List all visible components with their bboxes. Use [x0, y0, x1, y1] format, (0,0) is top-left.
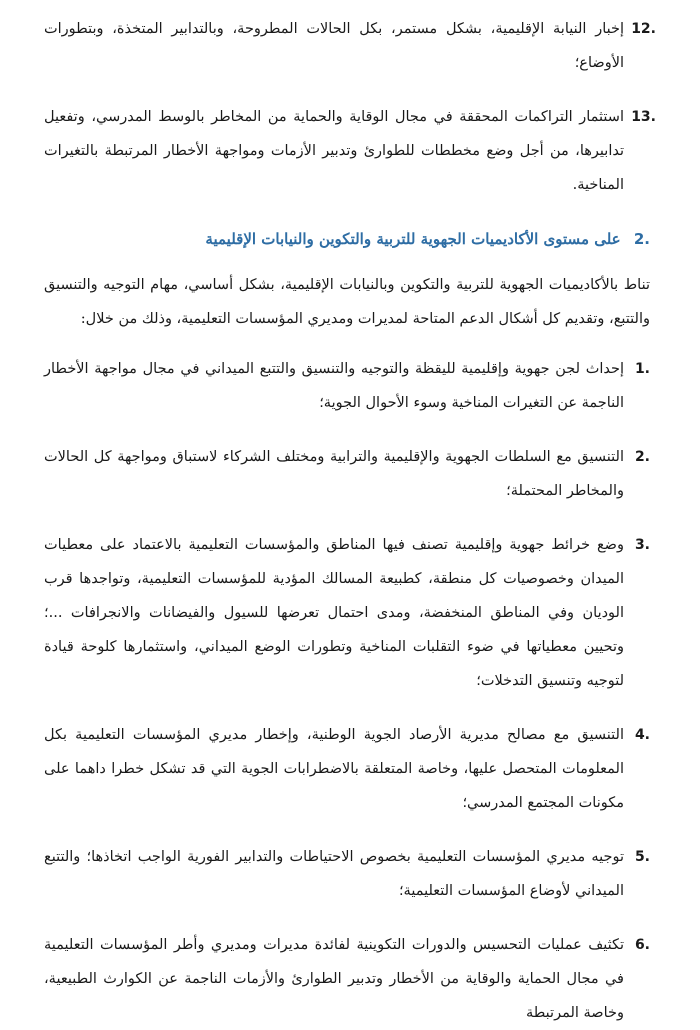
spacer [44, 336, 650, 352]
list-item-text: التنسيق مع السلطات الجهوية والإقليمية والترابية ومختلف الشركاء لاستباق ومواجهة كل الحالات والمخاطر المحتملة؛ [44, 449, 624, 499]
list-item-12 [44, 12, 656, 80]
list-item-text: التنسيق مع مصالح مديرية الأرصاد الجوية الوطنية، وإخطار مديري المؤسسات التعليمية بكل المعلومات المتحصل عليها، وخاصة المتعلقة بالاضطرابات الجوية التي قد تشكل خطرا داهما على مكونات المجتمع المدرسي؛ [44, 727, 624, 811]
list-item-number: 13. [631, 109, 656, 125]
list-item-2 [44, 440, 650, 508]
spacer [44, 254, 650, 268]
list-item-number: 12. [631, 21, 656, 37]
section-title: على مستوى الأكاديميات الجهوية للتربية والتكوين والنيابات الإقليمية [205, 230, 621, 248]
list-item-number: 4. [634, 727, 650, 743]
list-item-number: 2. [634, 449, 650, 465]
list-item-13 [44, 100, 656, 202]
intro-paragraph: تناط بالأكاديميات الجهوية للتربية والتكوين وبالنيابات الإقليمية، بشكل أساسي، مهام التوجيه والتنسيق والتتبع، وتقديم كل أشكال الدعم المتاحة لمديرات ومديري المؤسسات التعليمية، وذلك من خلال: [44, 277, 650, 327]
section-heading [44, 224, 650, 254]
list-item-text: توجيه مديري المؤسسات التعليمية بخصوص الاحتياطات والتدابير الفورية الواجب اتخاذها؛ والتتبع الميداني لأوضاع المؤسسات التعليمية؛ [44, 849, 624, 899]
list-item-text: إحداث لجن جهوية وإقليمية لليقظة والتوجيه والتنسيق والتتبع الميداني في مجال مواجهة الأخطار الناجمة عن التغيرات المناخية وسوء الأحوال الجوية؛ [44, 361, 624, 411]
list-item-4 [44, 718, 650, 820]
list-item-number: 5. [634, 849, 650, 865]
list-item-number: 1. [634, 361, 650, 377]
list-item-number: 3. [634, 537, 650, 553]
list-item-text: وضع خرائط جهوية وإقليمية تصنف فيها المناطق والمؤسسات التعليمية بالاعتماد على معطيات الميدان وخصوصيات كل منطقة، كطبيعة المسالك المؤدية للمؤسسات التعليمية، وتواجدها قرب الوديان وفي المناطق المنخفضة، ومدى احتمال تعرضها للسيول والفيضانات والانجرافات ...؛ وتحيين معطياتها في ضوء التقلبات المناخية وتطورات الوضع الميداني، واستثمارها كلوحة قيادة لتوجيه وتنسيق التدخلات؛ [44, 537, 624, 689]
spacer [44, 202, 650, 224]
spacer [44, 820, 650, 840]
spacer [44, 908, 650, 928]
list-item-text: إخبار النيابة الإقليمية، بشكل مستمر، بكل الحالات المطروحة، وبالتدابير المتخذة، وبتطورات الأوضاع؛ [44, 21, 624, 71]
list-item-5 [44, 840, 650, 908]
spacer [44, 420, 650, 440]
list-item-6 [44, 928, 650, 1030]
list-item-1 [44, 352, 650, 420]
list-item-number: 6. [634, 937, 650, 953]
spacer [44, 698, 650, 718]
list-item-text: استثمار التراكمات المحققة في مجال الوقاية والحماية من المخاطر بالوسط المدرسي، وتفعيل تدابيرها، من أجل وضع مخططات للطوارئ وتدبير الأزمات ومواجهة الأخطار المرتبطة بالتغيرات المناخية. [44, 109, 624, 193]
section-number: 2. [633, 230, 650, 248]
list-item-3 [44, 528, 650, 698]
spacer [44, 508, 650, 528]
list-item-text: تكثيف عمليات التحسيس والدورات التكوينية لفائدة مديرات ومديري وأطر المؤسسات التعليمية في مجال الحماية والوقاية من الأخطار وتدبير الطوارئ والأزمات الناجمة عن الكوارث الطبيعية، وخاصة المرتبطة [44, 937, 624, 1021]
spacer [44, 80, 650, 100]
